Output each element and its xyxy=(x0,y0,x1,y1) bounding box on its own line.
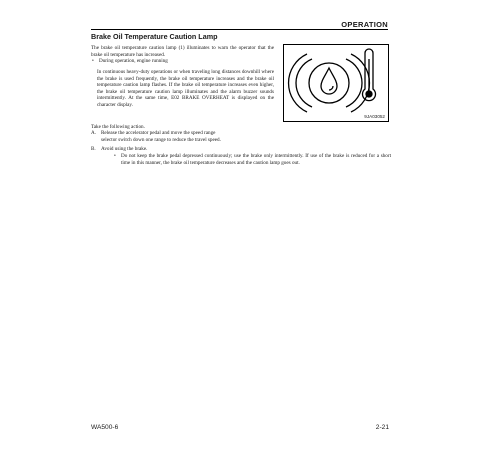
step-b-text: Avoid using the brake. xyxy=(101,146,148,152)
step-a-number: A. xyxy=(91,130,96,136)
bullet-dot: • xyxy=(92,58,94,64)
brake-usage-note-text: Do not keep the brake pedal depressed continuously; use the brake only intermittently. If use of the brake is reduced for a short time in this manner, the brake oil temperature decreases and the caution lamp goes out. xyxy=(121,153,391,166)
condition-text: During operation, engine running xyxy=(99,58,168,64)
model-number: WA500-6 xyxy=(91,424,119,431)
action-intro: Take the following action. xyxy=(91,124,145,130)
page-number: 2-21 xyxy=(375,424,389,431)
page-title: Brake Oil Temperature Caution Lamp xyxy=(91,32,218,41)
step-a xyxy=(91,130,274,143)
figure-code: 9JA03052 xyxy=(364,114,385,119)
bullet-dot: • xyxy=(114,153,116,159)
caution-lamp-figure xyxy=(283,44,389,122)
step-b-number: B. xyxy=(91,146,96,152)
brake-oil-temperature-icon xyxy=(284,45,388,121)
brake-usage-note xyxy=(114,153,391,166)
condition-bullet xyxy=(92,58,168,65)
body-paragraph: In continuous heavy-duty operations or when traveling long distances downhill where the brake is used frequently, the brake oil temperature increases and the brake oil temperature caution lamp flashes. If the brake oil temperature increases even higher, the brake oil temperature caution lamp illuminates and the alarm buzzer sounds intermittently. At the same time, E02 BRAKE OVERHEAT is displayed on the character display. xyxy=(97,69,274,108)
header-rule xyxy=(91,29,388,30)
step-a-text: Release the accelerator pedal and move the speed range selector switch down one range to reduce the travel speed. xyxy=(101,130,221,143)
section-header: OPERATION xyxy=(341,20,388,29)
intro-paragraph: The brake oil temperature caution lamp (1) illuminates to warn the operator that the brake oil temperature has increased. xyxy=(91,45,274,58)
step-b xyxy=(91,146,147,153)
